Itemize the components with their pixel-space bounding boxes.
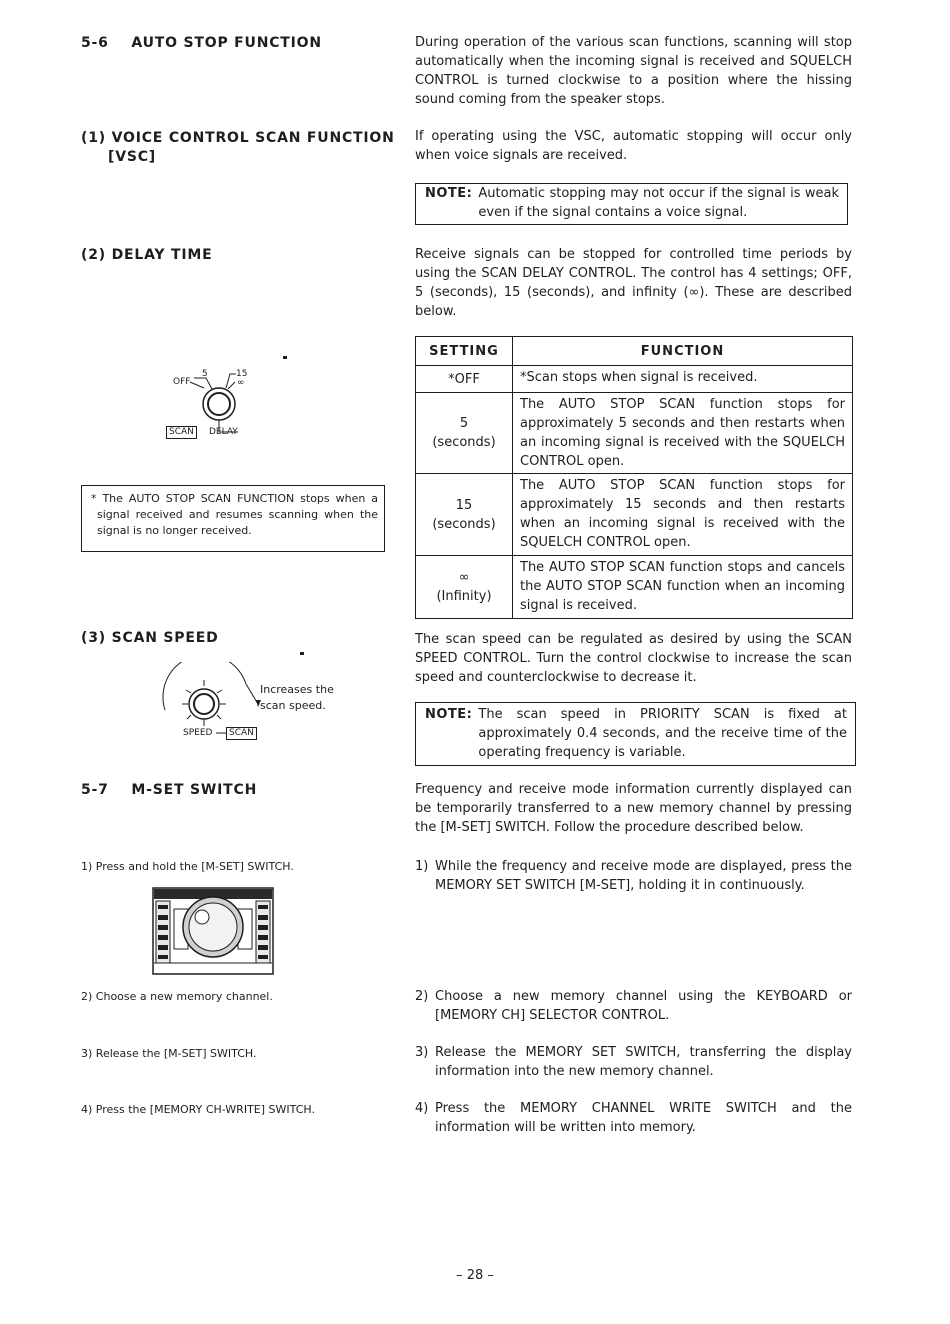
step-long-text: Release the MEMORY SET SWITCH, transferring the display information into the new memory channel. (435, 1045, 852, 1079)
table-header-function: FUNCTION (513, 337, 853, 366)
vsc-paragraph: If operating using the VSC, automatic stopping will occur only when voice signals are received. (415, 129, 852, 163)
scan-speed-paragraph: The scan speed can be regulated as desired by using the SCAN SPEED CONTROL. Turn the control clockwise to increase the scan speed and counterclockwise to decrease it. (415, 632, 852, 685)
print-mark (283, 356, 287, 359)
radio-panel-icon (152, 887, 274, 975)
step-number: 2) (415, 989, 429, 1004)
step-short-3 (81, 1046, 256, 1062)
step-number: 3) (81, 1047, 93, 1060)
step-long-text: Choose a new memory channel using the KEYBOARD or [MEMORY CH] SELECTOR CONTROL. (435, 989, 852, 1023)
delay-heading: (2) DELAY TIME (81, 247, 213, 263)
function-cell: The AUTO STOP SCAN function stops for approximately 15 seconds and then restarts when an incoming signal is received with the SQUELCH CONTROL open. (513, 474, 853, 556)
scan-speed-caption: Increases the scan speed. (260, 683, 334, 712)
step-long-text: While the frequency and receive mode are displayed, press the MEMORY SET SWITCH [M-SET], holding it in continuously. (435, 859, 852, 893)
setting-unit: (seconds) (432, 516, 496, 532)
scan-speed-note-box (415, 702, 856, 766)
step-number: 3) (415, 1045, 429, 1060)
dial-label-off: OFF (173, 377, 191, 387)
scan-speed-heading: (3) SCAN SPEED (81, 630, 219, 646)
section-title: AUTO STOP FUNCTION (131, 35, 322, 51)
step-short-text: Release the [M-SET] SWITCH. (95, 1047, 257, 1060)
setting-cell (416, 474, 513, 556)
m-set-paragraph: Frequency and receive mode information currently displayed can be temporarily transferred to a new memory channel by pressing the [M-SET] SWITCH. Follow the procedure described below. (415, 782, 852, 835)
section-5-7-heading (81, 782, 257, 798)
section-number: 5-7 (81, 782, 109, 798)
step-short-1 (81, 859, 294, 875)
table-row (416, 556, 853, 619)
step-short-text: Press and hold the [M-SET] SWITCH. (95, 860, 294, 873)
dial-label-5: 5 (202, 369, 208, 379)
table-row (416, 474, 853, 556)
delay-paragraph: Receive signals can be stopped for controlled time periods by using the SCAN DELAY CONTROL. The control has 4 settings; OFF, 5 (seconds), 15 (seconds), and infinity (∞). These are described below. (415, 247, 852, 319)
function-cell: The AUTO STOP SCAN function stops and cancels the AUTO STOP SCAN function when an incoming signal is received. (513, 556, 853, 619)
table-header-row (416, 337, 853, 366)
print-mark (300, 652, 304, 655)
step-number: 4) (81, 1103, 93, 1116)
step-short-text: Press the [MEMORY CH-WRITE] SWITCH. (95, 1103, 315, 1116)
note-text: The scan speed in PRIORITY SCAN is fixed at approximately 0.4 seconds, and the receive time of the operating frequency is variable. (478, 707, 847, 760)
setting-cell (416, 393, 513, 474)
table-header-setting: SETTING (416, 337, 513, 366)
step-long-text: Press the MEMORY CHANNEL WRITE SWITCH and the information will be written into memory. (435, 1101, 852, 1135)
dial-label-infinity: ∞ (237, 378, 245, 388)
setting-value: 5 (459, 416, 469, 431)
step-short-4 (81, 1102, 315, 1118)
dial-label-scan: SCAN (166, 426, 197, 439)
note-text: Automatic stopping may not occur if the signal is weak even if the signal contains a voice signal. (478, 186, 839, 220)
section-title: M-SET SWITCH (131, 782, 258, 798)
step-number: 4) (415, 1101, 429, 1116)
vsc-heading-line2: [VSC] (108, 149, 156, 165)
step-number: 1) (81, 860, 93, 873)
delay-settings-table (415, 336, 853, 619)
step-long-2 (415, 987, 852, 1025)
function-cell: The AUTO STOP SCAN function stops for approximately 5 seconds and then restarts when an incoming signal is received with the SQUELCH CONTROL open. (513, 393, 853, 474)
step-long-3 (415, 1043, 852, 1081)
note-label: NOTE: (425, 186, 473, 201)
step-short-2 (81, 989, 273, 1005)
vsc-heading (81, 129, 395, 167)
section-number: 5-6 (81, 35, 109, 51)
setting-value: ∞ (458, 570, 470, 585)
dial-label-scan: SCAN (226, 727, 257, 740)
function-cell: *Scan stops when signal is received. (513, 366, 853, 393)
page-number: – 28 – (456, 1268, 494, 1283)
note-label: NOTE: (425, 707, 473, 722)
auto-stop-paragraph: During operation of the various scan functions, scanning will stop automatically when the incoming signal is received and SQUELCH CONTROL is turned clockwise to a position where the hissing sound coming from the speaker stops. (415, 35, 852, 107)
delay-side-note: * The AUTO STOP SCAN FUNCTION stops when a signal received and resumes scanning when the signal is no longer received. (81, 485, 385, 552)
dial-label-delay: DELAY (209, 427, 238, 437)
setting-cell (416, 556, 513, 619)
section-5-6-heading (81, 35, 322, 51)
step-short-text: Choose a new memory channel. (95, 990, 273, 1003)
step-long-4 (415, 1099, 852, 1137)
setting-unit: (seconds) (432, 435, 496, 450)
vsc-heading-line1: (1) VOICE CONTROL SCAN FUNCTION (81, 130, 395, 146)
setting-value: *OFF (448, 371, 480, 387)
step-long-1 (415, 857, 852, 895)
table-row (416, 393, 853, 474)
setting-cell (416, 366, 513, 393)
dial-label-speed: SPEED (183, 728, 213, 738)
setting-unit: (Infinity) (436, 589, 492, 604)
vsc-note-box (415, 183, 848, 225)
dial-label-15: 15 (236, 369, 248, 379)
radio-panel-illustration (152, 887, 274, 975)
setting-value: 15 (455, 497, 473, 513)
scan-delay-dial (160, 362, 260, 442)
table-row (416, 366, 853, 393)
step-number: 2) (81, 990, 93, 1003)
step-number: 1) (415, 859, 429, 874)
